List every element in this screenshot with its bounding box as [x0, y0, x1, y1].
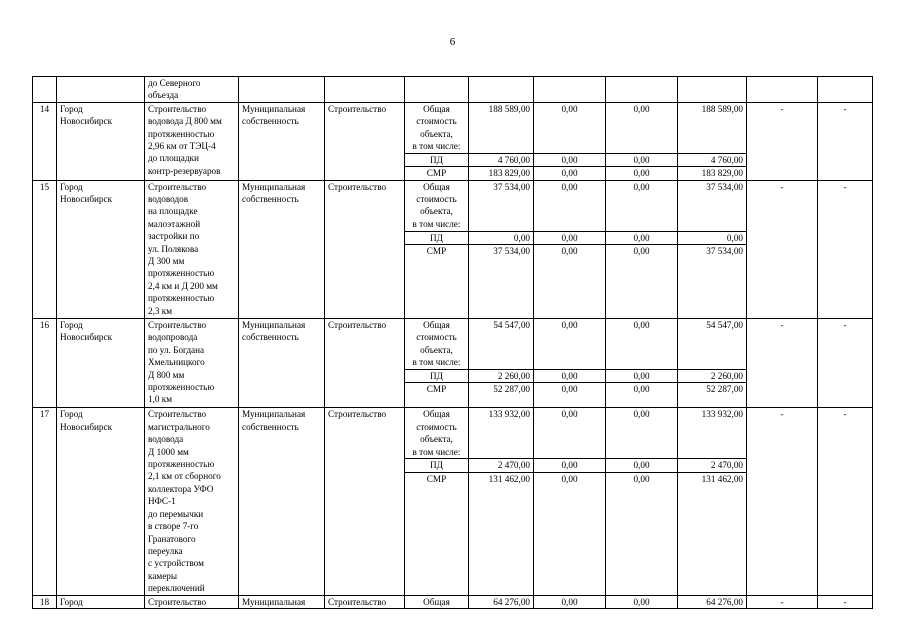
dash-value: -	[818, 102, 873, 180]
row-number: 14	[33, 102, 57, 180]
work-type: Строительство	[325, 408, 405, 595]
table-row	[33, 319, 873, 370]
cost-value: 2 260,00	[678, 370, 747, 383]
cost-value: 0,00	[606, 472, 678, 595]
pd-label: ПД	[405, 459, 469, 472]
cost-value: 54 547,00	[678, 319, 747, 370]
cost-value: 54 547,00	[469, 319, 534, 370]
cost-value: 37 534,00	[678, 180, 747, 231]
cost-value: 0,00	[534, 167, 606, 180]
row-number: 17	[33, 408, 57, 595]
cost-value: 64 276,00	[678, 595, 747, 608]
cost-value: 0,00	[534, 231, 606, 244]
cost-value: 4 760,00	[469, 153, 534, 166]
cost-value: 52 287,00	[678, 383, 747, 408]
cost-value: 37 534,00	[469, 180, 534, 231]
table-row	[33, 77, 873, 103]
cost-value: 0,00	[534, 595, 606, 608]
total-cost-label: Общая стоимость объекта, в том числе:	[405, 408, 469, 459]
ownership: Муниципальная собственность	[239, 319, 325, 408]
cost-value: 0,00	[606, 153, 678, 166]
object-description: до Северного объезда	[145, 77, 239, 103]
dash-value: -	[747, 319, 818, 408]
location: Город	[57, 595, 145, 608]
dash-value: -	[818, 319, 873, 408]
table-row	[33, 102, 873, 153]
cost-value: 0,00	[606, 180, 678, 231]
pd-label: ПД	[405, 231, 469, 244]
cost-value: 4 760,00	[678, 153, 747, 166]
location: Город Новосибирск	[57, 319, 145, 408]
cost-value: 0,00	[678, 231, 747, 244]
dash-value: -	[818, 595, 873, 608]
smr-label: СМР	[405, 383, 469, 408]
cost-value: 52 287,00	[469, 383, 534, 408]
cost-value: 0,00	[534, 180, 606, 231]
dash-value: -	[747, 180, 818, 318]
cost-value: 0,00	[606, 383, 678, 408]
cost-value: 131 462,00	[678, 472, 747, 595]
cost-value: 188 589,00	[678, 102, 747, 153]
location: Город Новосибирск	[57, 102, 145, 180]
cost-value: 0,00	[606, 459, 678, 472]
cost-value: 0,00	[606, 370, 678, 383]
total-cost-label: Общая стоимость объекта, в том числе:	[405, 319, 469, 370]
cost-value: 0,00	[534, 319, 606, 370]
cost-value: 0,00	[534, 102, 606, 153]
ownership: Муниципальная собственность	[239, 102, 325, 180]
cost-value: 2 260,00	[469, 370, 534, 383]
smr-label: СМР	[405, 472, 469, 595]
work-type: Строительство	[325, 595, 405, 608]
page-number: 6	[449, 36, 456, 48]
dash-value: -	[747, 595, 818, 608]
cost-value: 0,00	[606, 102, 678, 153]
total-cost-label: Общая стоимость объекта, в том числе:	[405, 180, 469, 231]
investment-table	[32, 76, 873, 609]
object-description: Строительство водопровода по ул. Богдана Хмельницкого Д 800 мм протяженностью 1,0 км	[145, 319, 239, 408]
cost-value: 0,00	[469, 231, 534, 244]
object-description: Строительство	[145, 595, 239, 608]
row-number: 16	[33, 319, 57, 408]
table-row	[33, 180, 873, 231]
location: Город Новосибирск	[57, 180, 145, 318]
cost-value: 0,00	[606, 319, 678, 370]
cost-value: 0,00	[606, 245, 678, 319]
object-description: Строительство магистрального водовода Д 1000 мм протяженностью 2,1 км от сборного коллектора УФО НФС-1 до перемычки в створе 7-го Гранатового переулка с устройством камеры переключений	[145, 408, 239, 595]
cost-value: 37 534,00	[678, 245, 747, 319]
cost-value: 131 462,00	[469, 472, 534, 595]
cost-value: 0,00	[606, 408, 678, 459]
ownership: Муниципальная	[239, 595, 325, 608]
work-type: Строительство	[325, 319, 405, 408]
total-cost-label: Общая стоимость объекта, в том числе:	[405, 102, 469, 153]
cost-value: 188 589,00	[469, 102, 534, 153]
cost-value: 0,00	[534, 245, 606, 319]
cost-value: 0,00	[534, 459, 606, 472]
dash-value: -	[818, 180, 873, 318]
smr-label: СМР	[405, 245, 469, 319]
object-description: Строительство водоводов на площадке малоэтажной застройки по ул. Полякова Д 300 мм протяженностью 2,4 км и Д 200 мм протяженностью 2,3 км	[145, 180, 239, 318]
dash-value: -	[818, 408, 873, 595]
cost-value: 133 932,00	[469, 408, 534, 459]
row-number: 18	[33, 595, 57, 608]
ownership: Муниципальная собственность	[239, 180, 325, 318]
cost-value: 0,00	[534, 383, 606, 408]
cost-value: 0,00	[606, 231, 678, 244]
cost-value: 2 470,00	[469, 459, 534, 472]
cost-value: 2 470,00	[678, 459, 747, 472]
cost-value: 183 829,00	[678, 167, 747, 180]
smr-label: СМР	[405, 167, 469, 180]
work-type: Строительство	[325, 180, 405, 318]
cost-value: 0,00	[534, 370, 606, 383]
dash-value: -	[747, 102, 818, 180]
pd-label: ПД	[405, 370, 469, 383]
cost-value: 37 534,00	[469, 245, 534, 319]
total-cost-label: Общая	[405, 595, 469, 608]
cost-value: 0,00	[534, 408, 606, 459]
ownership: Муниципальная собственность	[239, 408, 325, 595]
table-row	[33, 408, 873, 459]
cost-value: 64 276,00	[469, 595, 534, 608]
location: Город Новосибирск	[57, 408, 145, 595]
cost-value: 0,00	[606, 595, 678, 608]
dash-value: -	[747, 408, 818, 595]
cost-value: 133 932,00	[678, 408, 747, 459]
cost-value: 0,00	[606, 167, 678, 180]
work-type: Строительство	[325, 102, 405, 180]
row-number: 15	[33, 180, 57, 318]
cost-value: 0,00	[534, 472, 606, 595]
cost-value: 183 829,00	[469, 167, 534, 180]
pd-label: ПД	[405, 153, 469, 166]
table-row	[33, 595, 873, 608]
object-description: Строительство водовода Д 800 мм протяженностью 2,96 км от ТЭЦ-4 до площадки контр-резервуаров	[145, 102, 239, 180]
cost-value: 0,00	[534, 153, 606, 166]
